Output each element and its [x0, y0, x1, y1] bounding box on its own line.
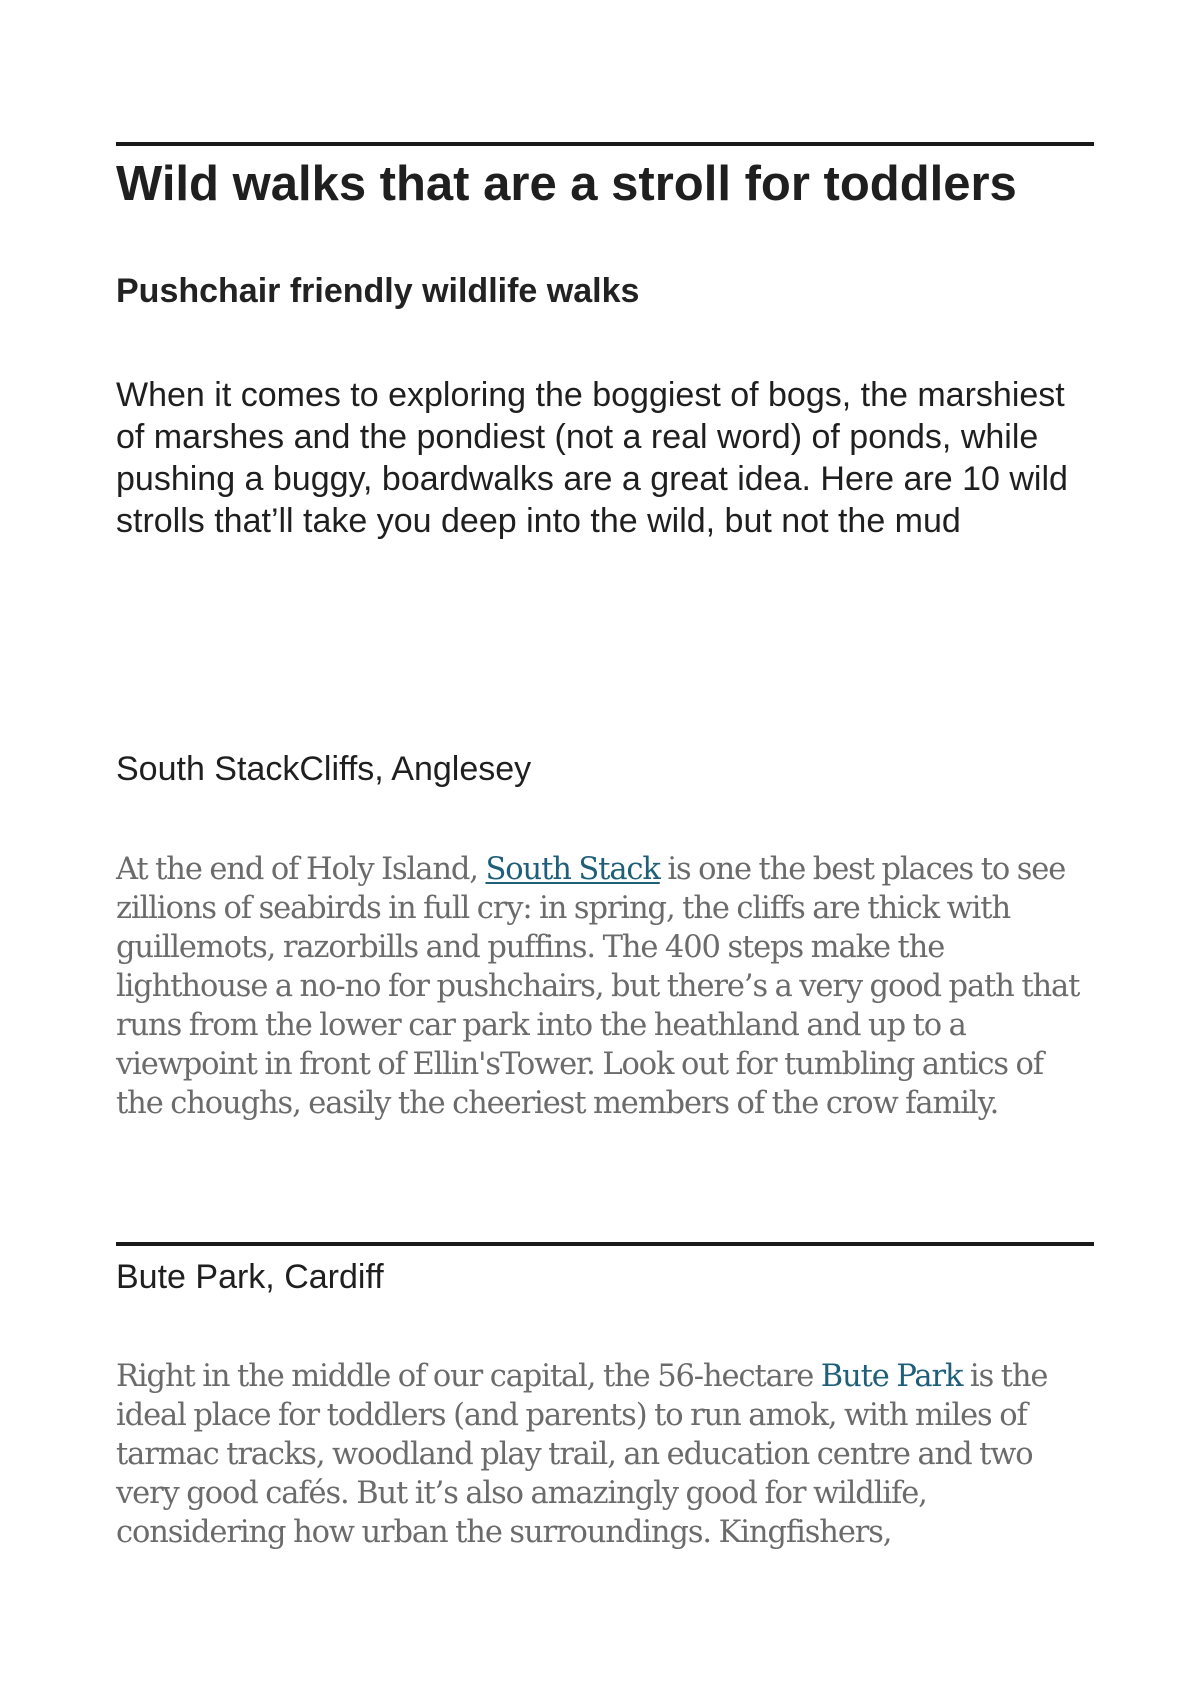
section-text-bute-park [116, 1357, 1094, 1552]
section-heading-south-stack: South StackCliffs, Anglesey [116, 750, 532, 788]
section-divider [116, 1242, 1094, 1246]
text-after-link: is one the best places to see zillions of seabirds in full cry: in spring, the cliffs are thick with guillemots, razorbills and puffins. The 400 steps make the lighthouse a no-no for pushchairs, but there’s a very good path that runs from the lower car park into the heathland and up to a viewpoint in front of Ellin'sTower. Look out for tumbling antics of the choughs, easily the cheeriest members of the crow family. [116, 852, 1080, 1121]
text-before-link: At the end of Holy Island, [116, 852, 486, 887]
top-divider [116, 142, 1094, 146]
article-subtitle: Pushchair friendly wildlife walks [116, 272, 640, 310]
article-intro: When it comes to exploring the boggiest of bogs, the marshiest of marshes and the pondiest (not a real word) of ponds, while pushing a buggy, boardwalks are a great idea. Here are 10 wild strolls that’ll take you deep into the wild, but not the mud [116, 376, 1068, 540]
text-before-link: Right in the middle of our capital, the 56-hectare [116, 1359, 821, 1394]
article-title: Wild walks that are a stroll for toddlers [116, 157, 1017, 211]
south-stack-link[interactable]: South Stack [485, 852, 660, 887]
bute-park-link[interactable]: Bute Park [820, 1359, 963, 1394]
section-text-south-stack [116, 850, 1094, 1123]
text-after-link: is the ideal place for toddlers (and parents) to run amok, with miles of tarmac tracks, woodland play trail, an education centre and two very good cafés. But it’s also amazingly good for wildlife, considering how urban the surroundings. Kingfishers, [116, 1359, 1048, 1550]
section-heading-bute-park: Bute Park, Cardiff [116, 1258, 384, 1296]
